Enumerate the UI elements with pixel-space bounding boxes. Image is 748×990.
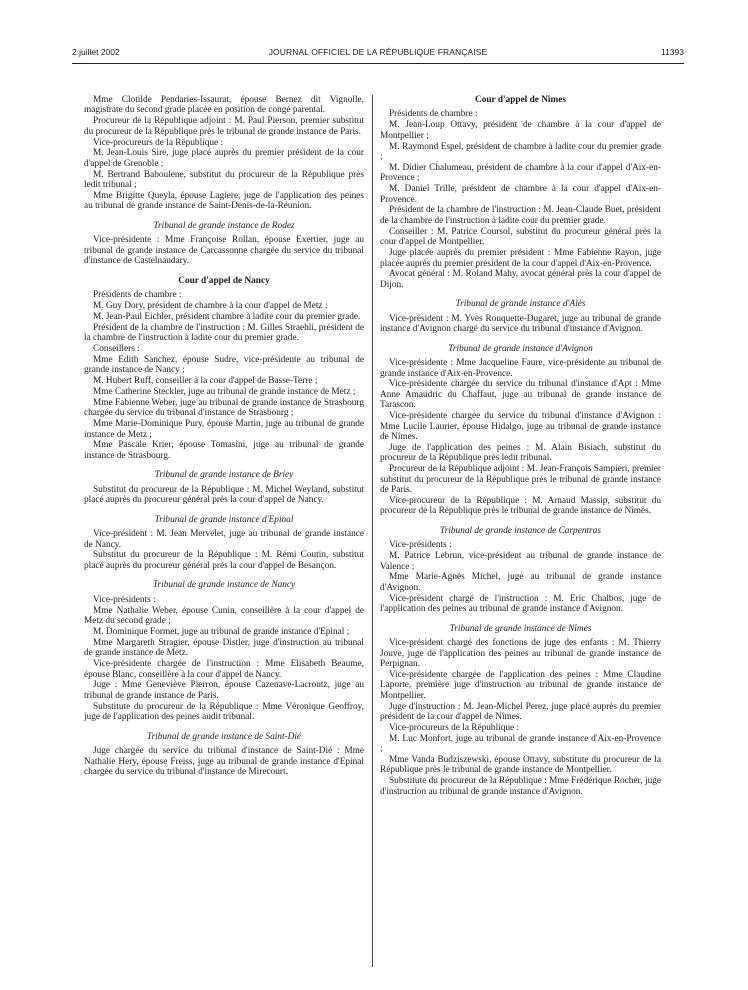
left-paragraph: Vice-présidente : Mme Françoise Rollan, épouse Exertier, juge au tribunal de grande instance de Carcassonne chargée du service du tribunal d'instance de Castelnaudary.: [84, 235, 364, 267]
right-paragraph: Juge de l'application des peines : M. Alain Bisiach, substitut du procureur de la République près ledit tribunal.: [380, 442, 661, 464]
left-paragraph: Mme Edith Sanchez, épouse Sudre, vice-présidente au tribunal de grande instance de Nancy ;: [84, 354, 364, 376]
left-section-heading: Tribunal de grande instance de Saint-Dié: [146, 731, 302, 742]
left-paragraph: Présidents de chambre :: [93, 290, 182, 301]
right-paragraph: M. Patrice Lebrun, vice-président au tribunal de grande instance de Valence ;: [380, 551, 661, 572]
left-paragraph: Mme Margareth Stragier, épouse Distler, juge d'instruction au tribunal de grande instance de Metz.: [84, 637, 364, 659]
left-paragraph: Mme Clotilde Pendaries-Issaurat, épouse Bernez dit Vignolle, magistrate du second grade placée en position de congé parental.: [84, 95, 364, 116]
right-column: [380, 95, 661, 798]
left-paragraph: Mme Nathalie Weber, épouse Cunin, conseillère à la cour d'appel de Metz du second grade ;: [84, 605, 364, 627]
right-paragraph: Avocat général : M. Roland Mahy, avocat général près la cour d'appel de Dijon.: [380, 269, 661, 290]
right-paragraph: Vice-présidente chargée du service du tribunal d'instance d'Avignon : Mme Lucile Laurier, épouse Hidalgo, juge au tribunal de grande instance de Nîmes.: [380, 411, 661, 443]
right-paragraph: Vice-président : M. Yves Rouquette-Dugaret, juge au tribunal de grande instance d'Avignon chargé du service du tribunal d'instance d'Avignon.: [380, 313, 661, 335]
left-paragraph: Mme Pascale Krier, épouse Tomasini, juge au tribunal de grande instance de Strasbourg.: [84, 440, 364, 461]
right-paragraph: M. Luc Monfort, juge au tribunal de grande instance d'Aix-en-Provence ;: [380, 733, 661, 755]
left-paragraph: Mme Catherine Steckler, juge au tribunal de grande instance de Metz ;: [93, 387, 356, 398]
left-paragraph: M. Hubert Ruff, conseiller à la cour d'appel de Basse-Terre ;: [93, 376, 318, 387]
right-paragraph: M. Raymond Espel, président de chambre à ladite cour du premier grade ;: [380, 141, 661, 163]
left-paragraph: M. Jean-Paul Eichler, président chambre à ladite cour du premier grade.: [93, 311, 361, 322]
right-paragraph: Mme Vanda Budziszewski, épouse Ottavy, substitute du procureur de la République près le tribunal de grande instance de Montpellier.: [380, 755, 661, 776]
right-paragraph: Vice-présidente chargée du service du tribunal d'instance d'Apt : Mme Anne Amaudric du Chaffaut, juge au tribunal de grande instance de Tarascon.: [380, 379, 661, 411]
right-paragraph: Juge placée auprès du premier président : Mme Fabienne Rayon, juge placée auprès du premier président de la cour d'appel d'Aix-en-Provence.: [380, 248, 661, 269]
right-section-heading: Tribunal de grande instance de Carpentras: [440, 525, 601, 536]
right-paragraph: Vice-procureur de la République : M. Arnaud Massip, substitut du procureur de la République près le tribunal de grande instance de Nîmes.: [380, 495, 661, 517]
right-paragraph: Vice-présidente : Mme Jacqueline Faure, vice-présidente au tribunal de grande instance d'Aix-en-Provence.: [380, 358, 661, 379]
left-paragraph: Mme Brigitte Queyla, épouse Lagiere, juge de l'application des peines au tribunal de grande instance de Saint-Denis-de-la-Réunion.: [84, 191, 364, 212]
right-paragraph: Vice-procureurs de la République :: [389, 722, 520, 733]
left-paragraph: Mme Fabienne Weber, juge au tribunal de grande instance de Strasbourg chargée du service du tribunal d'instance de Strasbourg ;: [84, 397, 364, 419]
right-paragraph: Présidents de chambre :: [389, 109, 478, 120]
left-paragraph: Juge chargée du service du tribunal d'instance de Saint-Dié : Mme Nathalie Hery, épouse Freiss, juge au tribunal de grande instance d'Epinal chargée du service du tribunal d'instance de Mirecourt.: [84, 746, 364, 777]
right-court-heading: Cour d'appel de Nîmes: [475, 95, 566, 105]
left-section-heading: Tribunal de grande instance d'Epinal: [154, 514, 294, 525]
left-paragraph: Substitut du procureur de la République : M. Rémi Coutin, substitut placé auprès du procureur général près la cour d'appel de Besançon.: [84, 550, 364, 571]
right-section-heading: Tribunal de grande instance d'Avignon: [448, 343, 593, 354]
page-header: [72, 47, 684, 64]
left-paragraph: Procureur de la République adjoint : M. Paul Pierson, premier substitut du procureur de la République près le tribunal de grande instance de Paris.: [84, 116, 364, 137]
right-paragraph: Substitute du procureur de la République : Mme Frédérique Rocher, juge d'instruction au tribunal de grande instance d'Avignon.: [380, 776, 661, 797]
left-paragraph: Substitut du procureur de la République : M. Michel Weyland, substitut placé auprès du procureur général près la cour d'appel de Nancy.: [84, 484, 364, 506]
header-page-number: 11393: [660, 47, 684, 57]
column-divider: [372, 95, 373, 967]
right-paragraph: M. Didier Chalumeau, président de chambre à la cour d'appel d'Aix-en-Provence ;: [380, 162, 661, 184]
left-paragraph: Mme Marie-Dominique Pury, épouse Martin, juge au tribunal de grande instance de Metz ;: [84, 419, 364, 440]
right-paragraph: Mme Marie-Agnès Michel, juge au tribunal de grande instance d'Avignon.: [380, 572, 661, 593]
right-paragraph: Procureur de la République adjoint : M. Jean-François Sampieri, premier substitut du procureur de la République près le tribunal de grande instance de Paris.: [380, 464, 661, 496]
header-date: 2 juillet 2002: [72, 47, 120, 57]
right-section-heading: Tribunal de grande instance de Nîmes: [449, 623, 592, 634]
left-paragraph: Substitute du procureur de la République : Mme Véronique Geoffroy, juge de l'application des peines audit tribunal.: [84, 701, 364, 723]
left-section-heading: Tribunal de grande instance de Rodez: [153, 220, 295, 231]
right-section-heading: Tribunal de grande instance d'Alès: [455, 299, 586, 310]
left-court-heading: Cour d'appel de Nancy: [178, 275, 270, 286]
right-paragraph: Vice-président chargé des fonctions de juge des enfants : M. Thierry Jouve, juge de l'application des peines au tribunal de grande instance de Perpignan.: [380, 638, 661, 669]
left-paragraph: Vice-présidente chargée de l'instruction : Mme Elisabeth Beaume, épouse Blanc, conseillère à la cour d'appel de Nancy.: [84, 659, 364, 680]
left-paragraph: Vice-présidents :: [93, 594, 156, 605]
left-section-heading: Tribunal de grande instance de Nancy: [152, 580, 296, 591]
left-column: [84, 95, 364, 778]
left-paragraph: M. Jean-Louis Sire, juge placé auprès du premier président de la cour d'appel de Grenoble ;: [84, 148, 364, 169]
left-paragraph: M. Guy Dory, président de chambre à la cour d'appel de Metz ;: [93, 301, 328, 312]
right-paragraph: Juge d'instruction : M. Jean-Michel Perez, juge placé auprès du premier président de la cour d'appel de Nîmes.: [380, 701, 661, 723]
left-paragraph: M. Dominique Formet, juge au tribunal de grande instance d'Epinal ;: [93, 626, 350, 637]
right-paragraph: M. Daniel Trille, président de chambre à la cour d'appel d'Aix-en-Provence.: [380, 184, 661, 205]
left-paragraph: Juge : Mme Geneviève Pierron, épouse Cazenave-Lacroutz, juge au tribunal de grande instance de Paris.: [84, 680, 364, 701]
left-paragraph: Président de la chambre de l'instruction : M. Gilles Straehli, président de la chambre de l'instruction à ladite cour du premier grade.: [84, 322, 364, 344]
right-paragraph: Vice-présidente chargée de l'application des peines : Mme Claudine Laporte, première juge d'instruction au tribunal de grande instance de Montpellier.: [380, 669, 661, 701]
right-paragraph: Vice-présidents :: [389, 540, 452, 551]
header-title: JOURNAL OFFICIEL DE LA RÉPUBLIQUE FRANÇAISE: [268, 47, 488, 57]
left-paragraph: Conseillers :: [93, 344, 140, 355]
right-paragraph: M. Jean-Loup Ottavy, président de chambre à la cour d'appel de Montpellier ;: [380, 120, 661, 141]
right-paragraph: Président de la chambre de l'instruction : M. Jean-Claude Buet, président de la chambre de l'instruction à ladite cour du premier grade.: [380, 205, 661, 226]
right-paragraph: Conseiller : M. Patrice Coursol, substitut du procureur général près la cour d'appel de Montpellier.: [380, 226, 661, 248]
left-paragraph: Vice-président : M. Jean Mervelet, juge au tribunal de grande instance de Nancy.: [84, 529, 364, 550]
right-paragraph: Vice-président chargé de l'instruction : M. Eric Chalbos, juge de l'application des peines au tribunal de grande instance d'Avignon.: [380, 593, 661, 615]
left-paragraph: Vice-procureurs de la République :: [93, 137, 224, 148]
left-paragraph: M. Bertrand Baboulene, substitut du procureur de la République près ledit tribunal ;: [84, 169, 364, 191]
left-section-heading: Tribunal de grande instance de Briey: [154, 470, 294, 481]
